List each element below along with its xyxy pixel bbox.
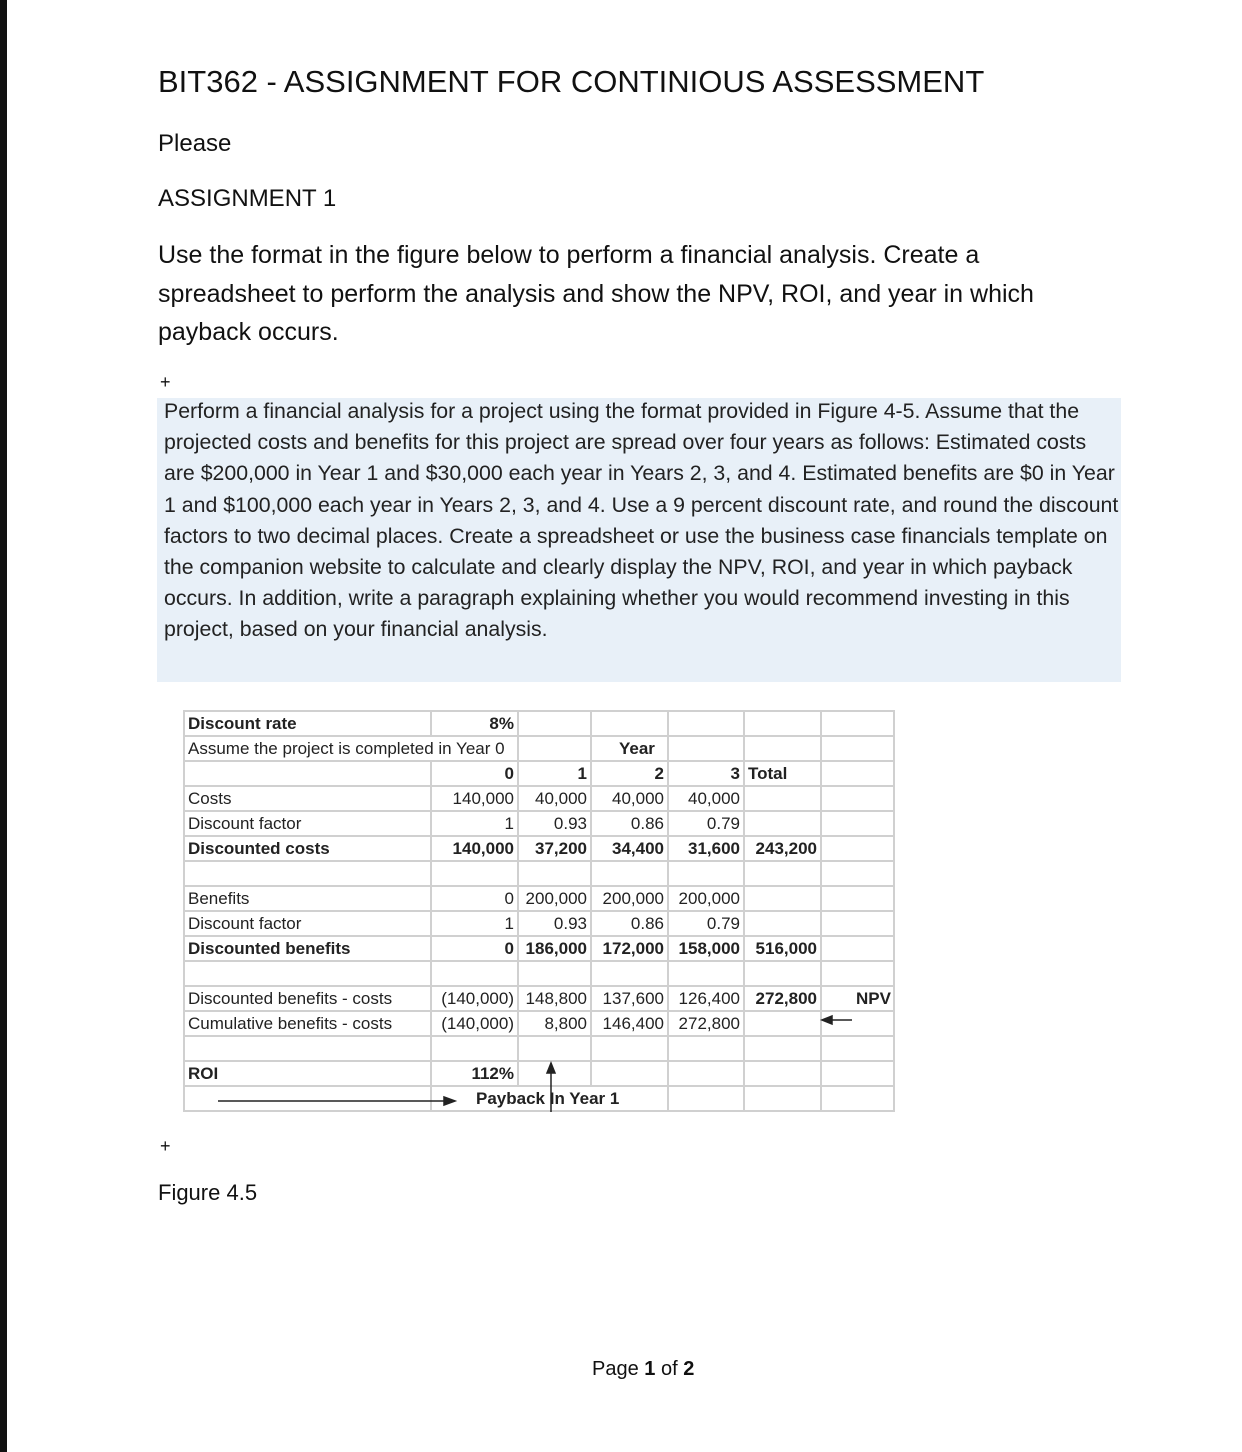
npv-label: NPV [856,988,891,1008]
cell: Costs [184,786,431,811]
page-total: 2 [683,1358,695,1380]
cell: Cumulative benefits - costs [184,1011,431,1036]
cell: 31,600 [668,836,744,861]
plus-marker: + [160,372,171,392]
cell: 146,400 [591,1011,668,1036]
cell: Assume the project is completed in Year 0 [184,736,518,761]
cell: 40,000 [591,786,668,811]
cell: 126,400 [668,986,744,1011]
cell: Total [744,761,821,786]
page-of: of [655,1358,684,1380]
cell: 272,800 [744,986,821,1011]
cell: 1 [431,811,518,836]
cell: 1 [431,911,518,936]
cell: 243,200 [744,836,821,861]
assignment-heading: ASSIGNMENT 1 [158,185,337,212]
cell: (140,000) [431,986,518,1011]
please-text: Please [158,130,232,157]
cell: ROI [184,1061,431,1086]
cell: 3 [668,761,744,786]
cell: 137,600 [591,986,668,1011]
cell: 0 [431,936,518,961]
exercise-text: Perform a financial analysis for a project using the format provided in Figure 4-5. Assume that the projected costs and benefits for this project are spread over four years as follows: Estimated costs are $200,000 in Year 1 and $30,000 each year in Years 2, 3, and 4. Estimated benefits are $0 in Year 1 and $100,000 each year in Years 2, 3, and 4. Use a 9 percent discount rate, and round the discount factors to two decimal places. Create a spreadsheet or use the business case financials template on the companion website to calculate and clearly display the NPV, ROI, and year in which payback occurs. In addition, write a paragraph explaining whether you would recommend investing in this project, based on your financial analysis. [164,399,1119,642]
cell: 40,000 [518,786,591,811]
cell: 200,000 [668,886,744,911]
cell: Discounted benefits [184,936,431,961]
cell: 200,000 [518,886,591,911]
cell: 0 [431,886,518,911]
cell: 2 [591,761,668,786]
cell: 0.79 [668,811,744,836]
roi-arrow [218,1097,455,1105]
cell: 272,800 [668,1011,744,1036]
cell: 140,000 [431,836,518,861]
cell: 0.79 [668,911,744,936]
payback-arrow [547,1063,555,1112]
cell: Benefits [184,886,431,911]
cell: 8,800 [518,1011,591,1036]
cell: Discount factor [184,911,431,936]
cell: 148,800 [518,986,591,1011]
cell: Discount factor [184,811,431,836]
page-current: 1 [644,1358,656,1380]
cell: 0.86 [591,811,668,836]
cell: 112% [431,1061,518,1086]
document-title: BIT362 - ASSIGNMENT FOR CONTINIOUS ASSESSMENT [158,64,985,99]
cell: Payback In Year 1 [431,1086,668,1111]
cell: Discounted benefits - costs [184,986,431,1011]
cell: (140,000) [431,1011,518,1036]
cell: 1 [518,761,591,786]
cell: 34,400 [591,836,668,861]
cell: 40,000 [668,786,744,811]
cell: 37,200 [518,836,591,861]
cell: 0.93 [518,811,591,836]
page-indicator [592,1358,694,1381]
cell: Year [591,736,668,761]
cell: 0.86 [591,911,668,936]
cell: 200,000 [591,886,668,911]
cell: 186,000 [518,936,591,961]
cell: 516,000 [744,936,821,961]
page-prefix: Page [592,1358,645,1380]
cell: Discount rate [184,711,431,736]
intro-paragraph: Use the format in the figure below to perform a financial analysis. Create a spreadsheet to perform the analysis and show the NPV, ROI, and year in which payback occurs. [158,241,1034,346]
figure-caption: Figure 4.5 [158,1180,258,1205]
cell: 140,000 [431,786,518,811]
cell: 0 [431,761,518,786]
npv-arrow [822,1016,852,1024]
cell: 0.93 [518,911,591,936]
plus-marker: + [160,1136,171,1156]
cell: 158,000 [668,936,744,961]
cell: 172,000 [591,936,668,961]
cell: Discounted costs [184,836,431,861]
cell: 8% [431,711,518,736]
